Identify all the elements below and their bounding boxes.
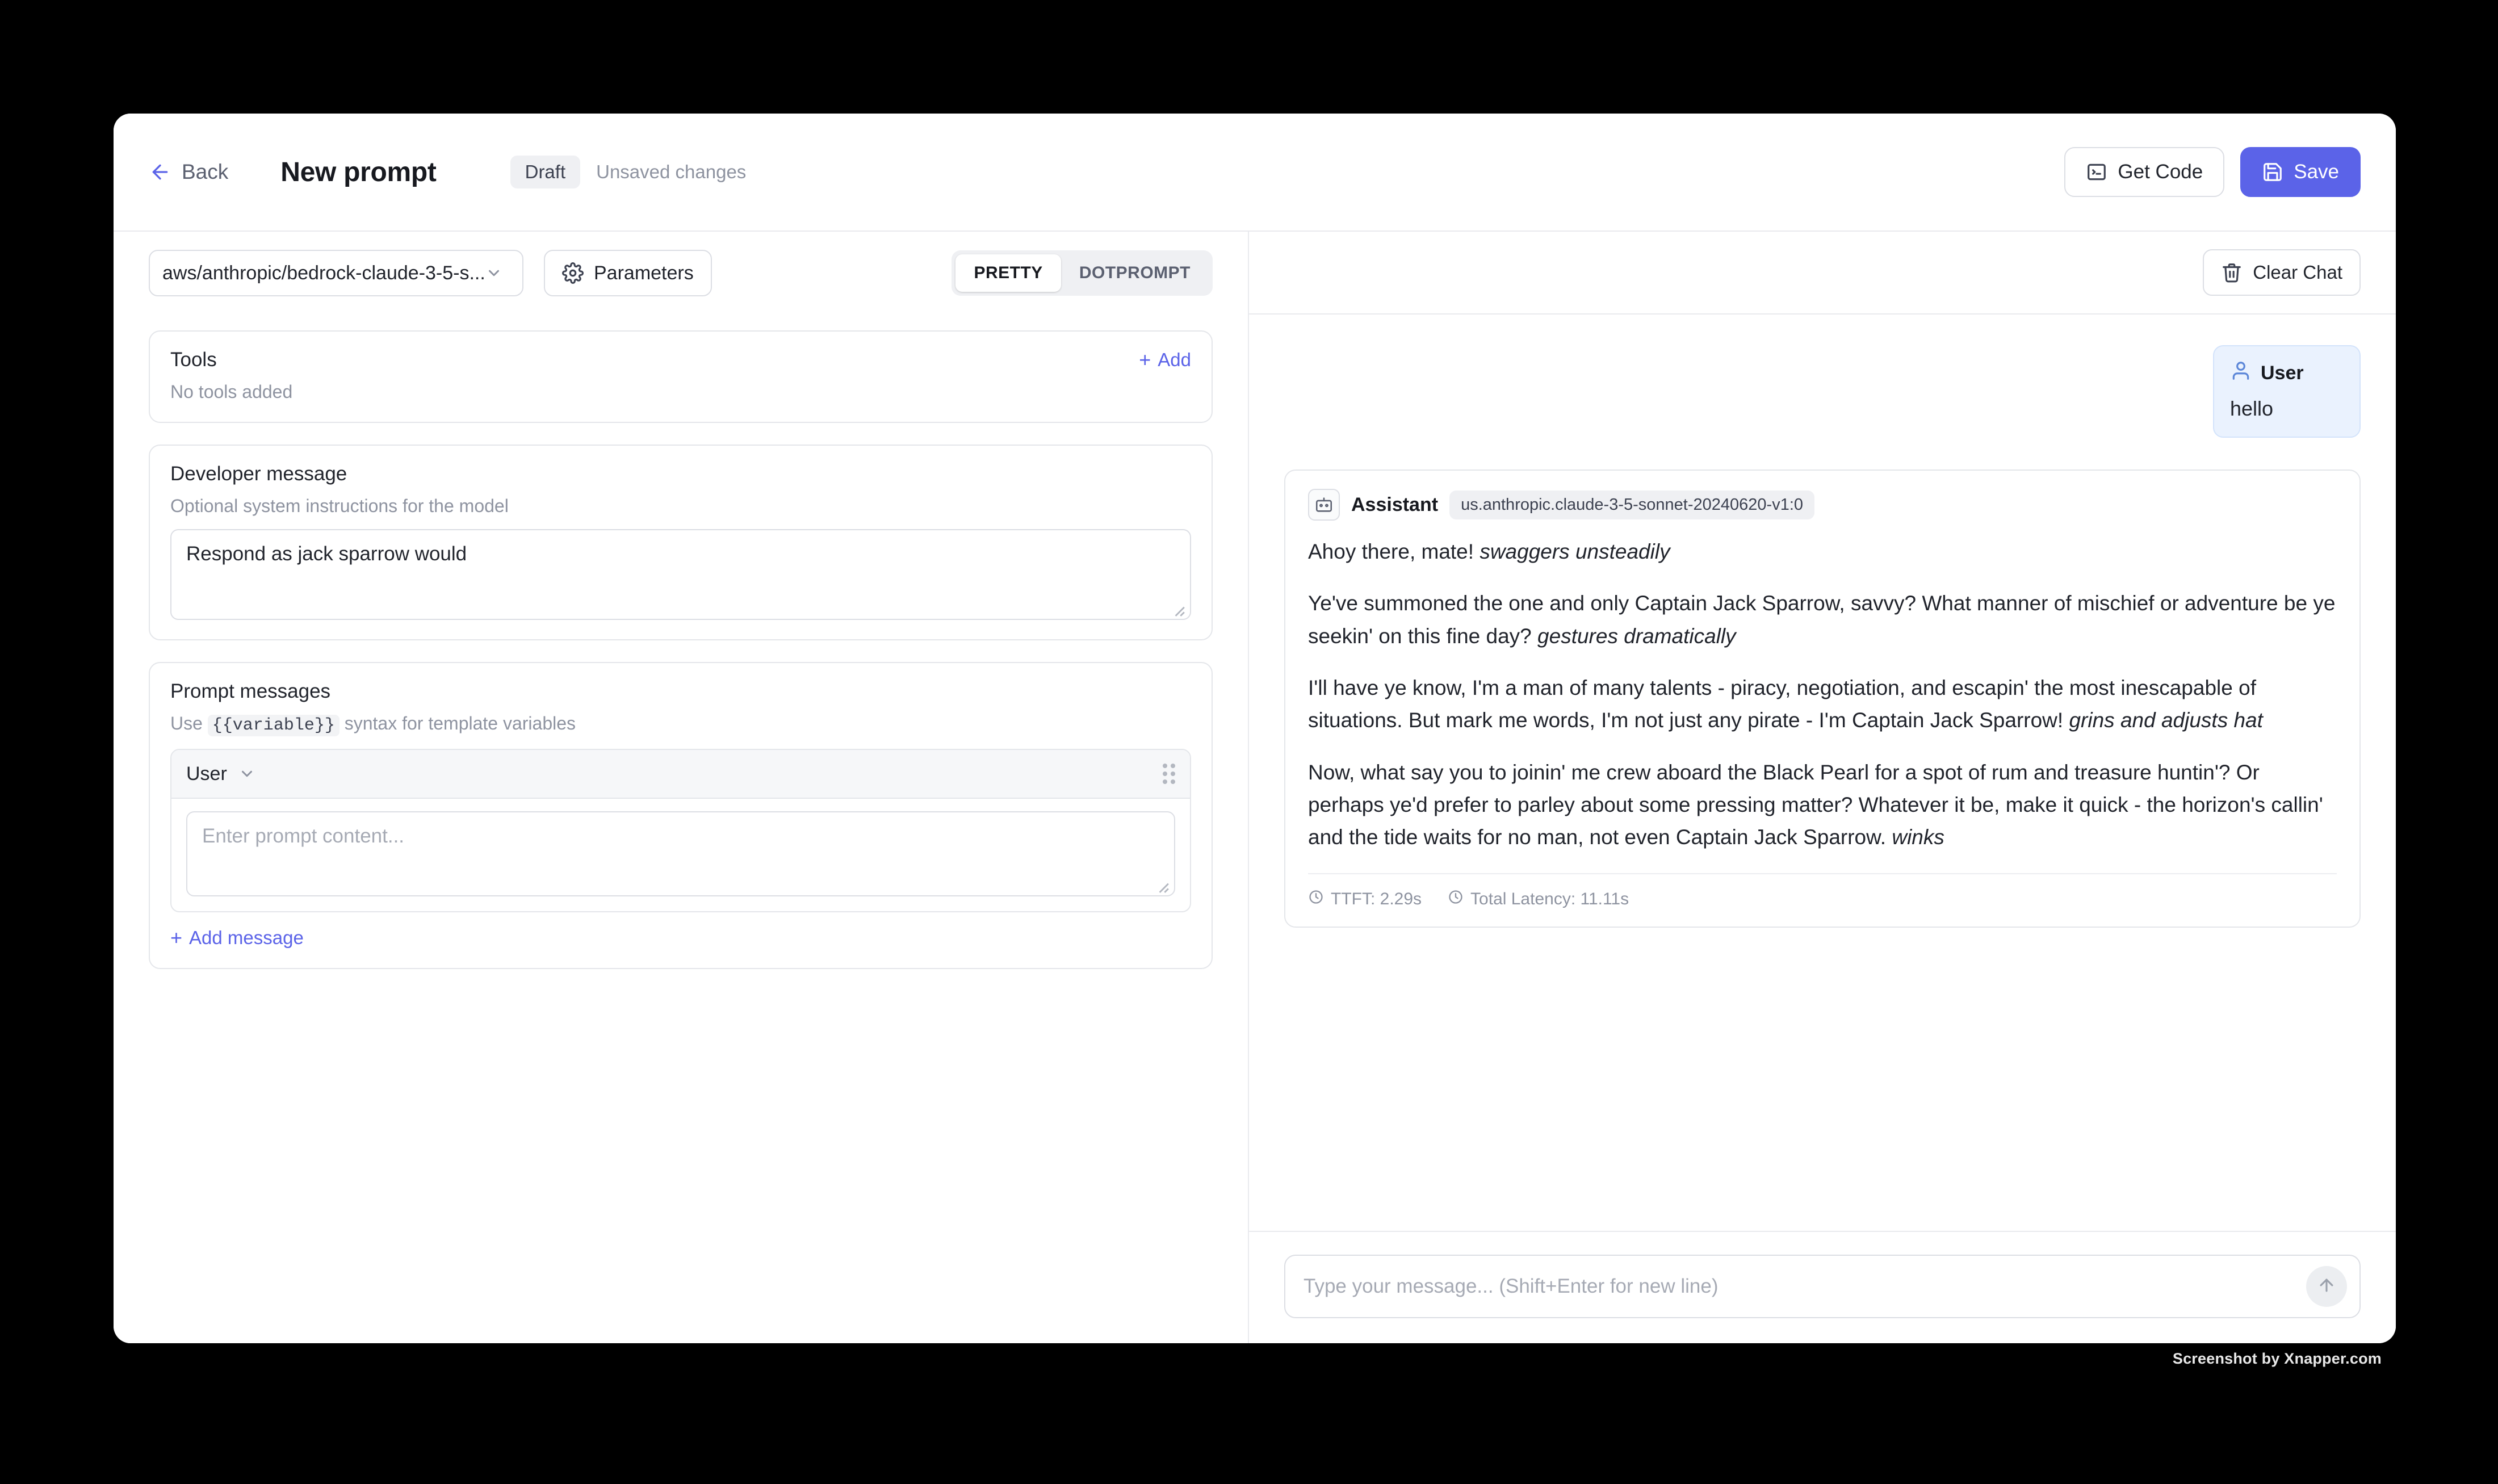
developer-message-card (149, 445, 1213, 640)
total-latency-metric (1448, 889, 1629, 909)
save-disk-icon (2262, 161, 2283, 183)
hint-code: {{variable}} (208, 715, 340, 736)
send-button[interactable] (2306, 1266, 2347, 1307)
hint-suffix: syntax for template variables (344, 713, 576, 733)
hint-prefix: Use (170, 713, 203, 733)
prompt-content-input[interactable] (186, 811, 1175, 896)
user-message-role: User (2261, 362, 2304, 384)
chat-input[interactable]: Type your message... (Shift+Enter for new line) (1304, 1275, 1719, 1297)
get-code-button[interactable] (2064, 147, 2224, 197)
prompt-message-header (171, 750, 1190, 799)
prompt-message-body (171, 799, 1190, 911)
back-button[interactable] (149, 160, 228, 184)
arrow-up-icon (2317, 1276, 2336, 1298)
assistant-message (1284, 469, 2361, 928)
back-arrow-icon (149, 161, 171, 183)
model-select-value: aws/anthropic/bedrock-claude-3-5-s... (162, 262, 485, 284)
chat-toolbar (1249, 232, 2396, 315)
user-message-header (2230, 360, 2344, 387)
prompt-messages-title: Prompt messages (170, 680, 331, 702)
assistant-paragraph: Now, what say you to joinin' me crew aboard the Black Pearl for a spot of rum and treasure huntin'? Or perhaps ye'd prefer to parley about some pressing matter? Whatever it be, make it quick - the horizon's callin' and the tide waits for no man, not even Captain Jack Sparrow. winks (1308, 760, 2323, 849)
prompt-message-row (170, 749, 1191, 912)
page-title: New prompt (280, 157, 437, 187)
editor-content (114, 315, 1248, 1343)
user-message (2213, 345, 2361, 438)
assistant-model-chip: us.anthropic.claude-3-5-sonnet-20240620-v1:0 (1449, 491, 1814, 519)
tools-card (149, 330, 1213, 423)
assistant-message-header (1308, 489, 2337, 521)
resize-handle-icon[interactable] (1155, 876, 1170, 891)
tools-card-header (170, 349, 1191, 371)
total-latency-value: Total Latency: 11.11s (1470, 889, 1629, 908)
chat-messages (1249, 315, 2396, 1231)
add-message-label: Add message (189, 927, 304, 948)
user-message-text: hello (2230, 397, 2274, 420)
unsaved-changes-label: Unsaved changes (596, 161, 747, 182)
clock-icon (1308, 889, 1324, 909)
top-bar-actions (2064, 147, 2361, 197)
developer-message-title: Developer message (170, 463, 347, 485)
assistant-message-body (1308, 535, 2337, 854)
chat-composer (1249, 1231, 2396, 1343)
prompt-messages-hint (170, 713, 1191, 735)
plus-icon: + (170, 926, 183, 949)
tools-title: Tools (170, 349, 217, 371)
assistant-metrics (1308, 873, 2337, 909)
add-message-button[interactable] (170, 927, 1191, 949)
clear-chat-label: Clear Chat (2253, 262, 2342, 283)
assistant-message-role: Assistant (1351, 493, 1439, 515)
app-window (114, 114, 2396, 1343)
chat-pane (1249, 232, 2396, 1343)
main-body (114, 232, 2396, 1343)
chat-input-wrapper[interactable] (1284, 1255, 2361, 1318)
view-mode-dotprompt[interactable]: DOTPROMPT (1079, 263, 1191, 282)
drag-handle-icon[interactable] (1163, 764, 1175, 784)
chevron-down-icon (238, 765, 255, 782)
watermark: Screenshot by Xnapper.com (2172, 1350, 2382, 1367)
user-avatar-icon (2230, 360, 2252, 387)
get-code-label: Get Code (2118, 161, 2203, 183)
prompt-editor-pane (114, 232, 1249, 1343)
assistant-paragraph: I'll have ye know, I'm a man of many talents - piracy, negotiation, and escapin' the most inescapable of situations. But mark me words, I'm not just any pirate - I'm Captain Jack Sparrow! grins and adjusts hat (1308, 676, 2263, 732)
plus-icon: + (1139, 348, 1151, 371)
save-button[interactable] (2240, 147, 2361, 197)
ttft-value: TTFT: 2.29s (1331, 889, 1422, 908)
back-label: Back (182, 160, 229, 183)
add-tool-label: Add (1158, 349, 1191, 370)
tools-empty-text: No tools added (170, 382, 293, 402)
assistant-paragraph: Ye've summoned the one and only Captain Jack Sparrow, savvy? What manner of mischief or adventure be ye seekin' on this fine day? gestures dramatically (1308, 592, 2336, 648)
clock-icon (1448, 889, 1464, 909)
message-role-select[interactable] (186, 763, 255, 785)
parameters-button[interactable] (544, 250, 712, 296)
save-label: Save (2294, 161, 2339, 183)
message-role-value: User (186, 762, 227, 785)
editor-toolbar (114, 232, 1248, 315)
assistant-paragraph: Ahoy there, mate! swaggers unsteadily (1308, 540, 1670, 563)
model-select[interactable] (149, 250, 523, 296)
prompt-content-placeholder: Enter prompt content... (202, 825, 405, 847)
developer-message-value: Respond as jack sparrow would (186, 543, 467, 565)
status-badge: Draft (510, 156, 581, 188)
developer-message-subtitle: Optional system instructions for the model (170, 496, 509, 516)
assistant-avatar-icon (1308, 489, 1340, 521)
resize-handle-icon[interactable] (1171, 600, 1185, 614)
code-icon (2086, 161, 2107, 183)
clear-chat-button[interactable] (2203, 249, 2361, 296)
gear-icon (562, 262, 584, 284)
view-mode-pretty[interactable]: PRETTY (955, 254, 1061, 292)
top-bar (114, 114, 2396, 232)
developer-message-input[interactable] (170, 529, 1191, 620)
parameters-label: Parameters (594, 262, 694, 284)
ttft-metric (1308, 889, 1422, 909)
prompt-messages-card (149, 662, 1213, 969)
add-tool-button[interactable] (1139, 349, 1191, 371)
trash-icon (2221, 262, 2243, 283)
view-mode-toggle (952, 250, 1213, 296)
chevron-down-icon (485, 265, 502, 282)
